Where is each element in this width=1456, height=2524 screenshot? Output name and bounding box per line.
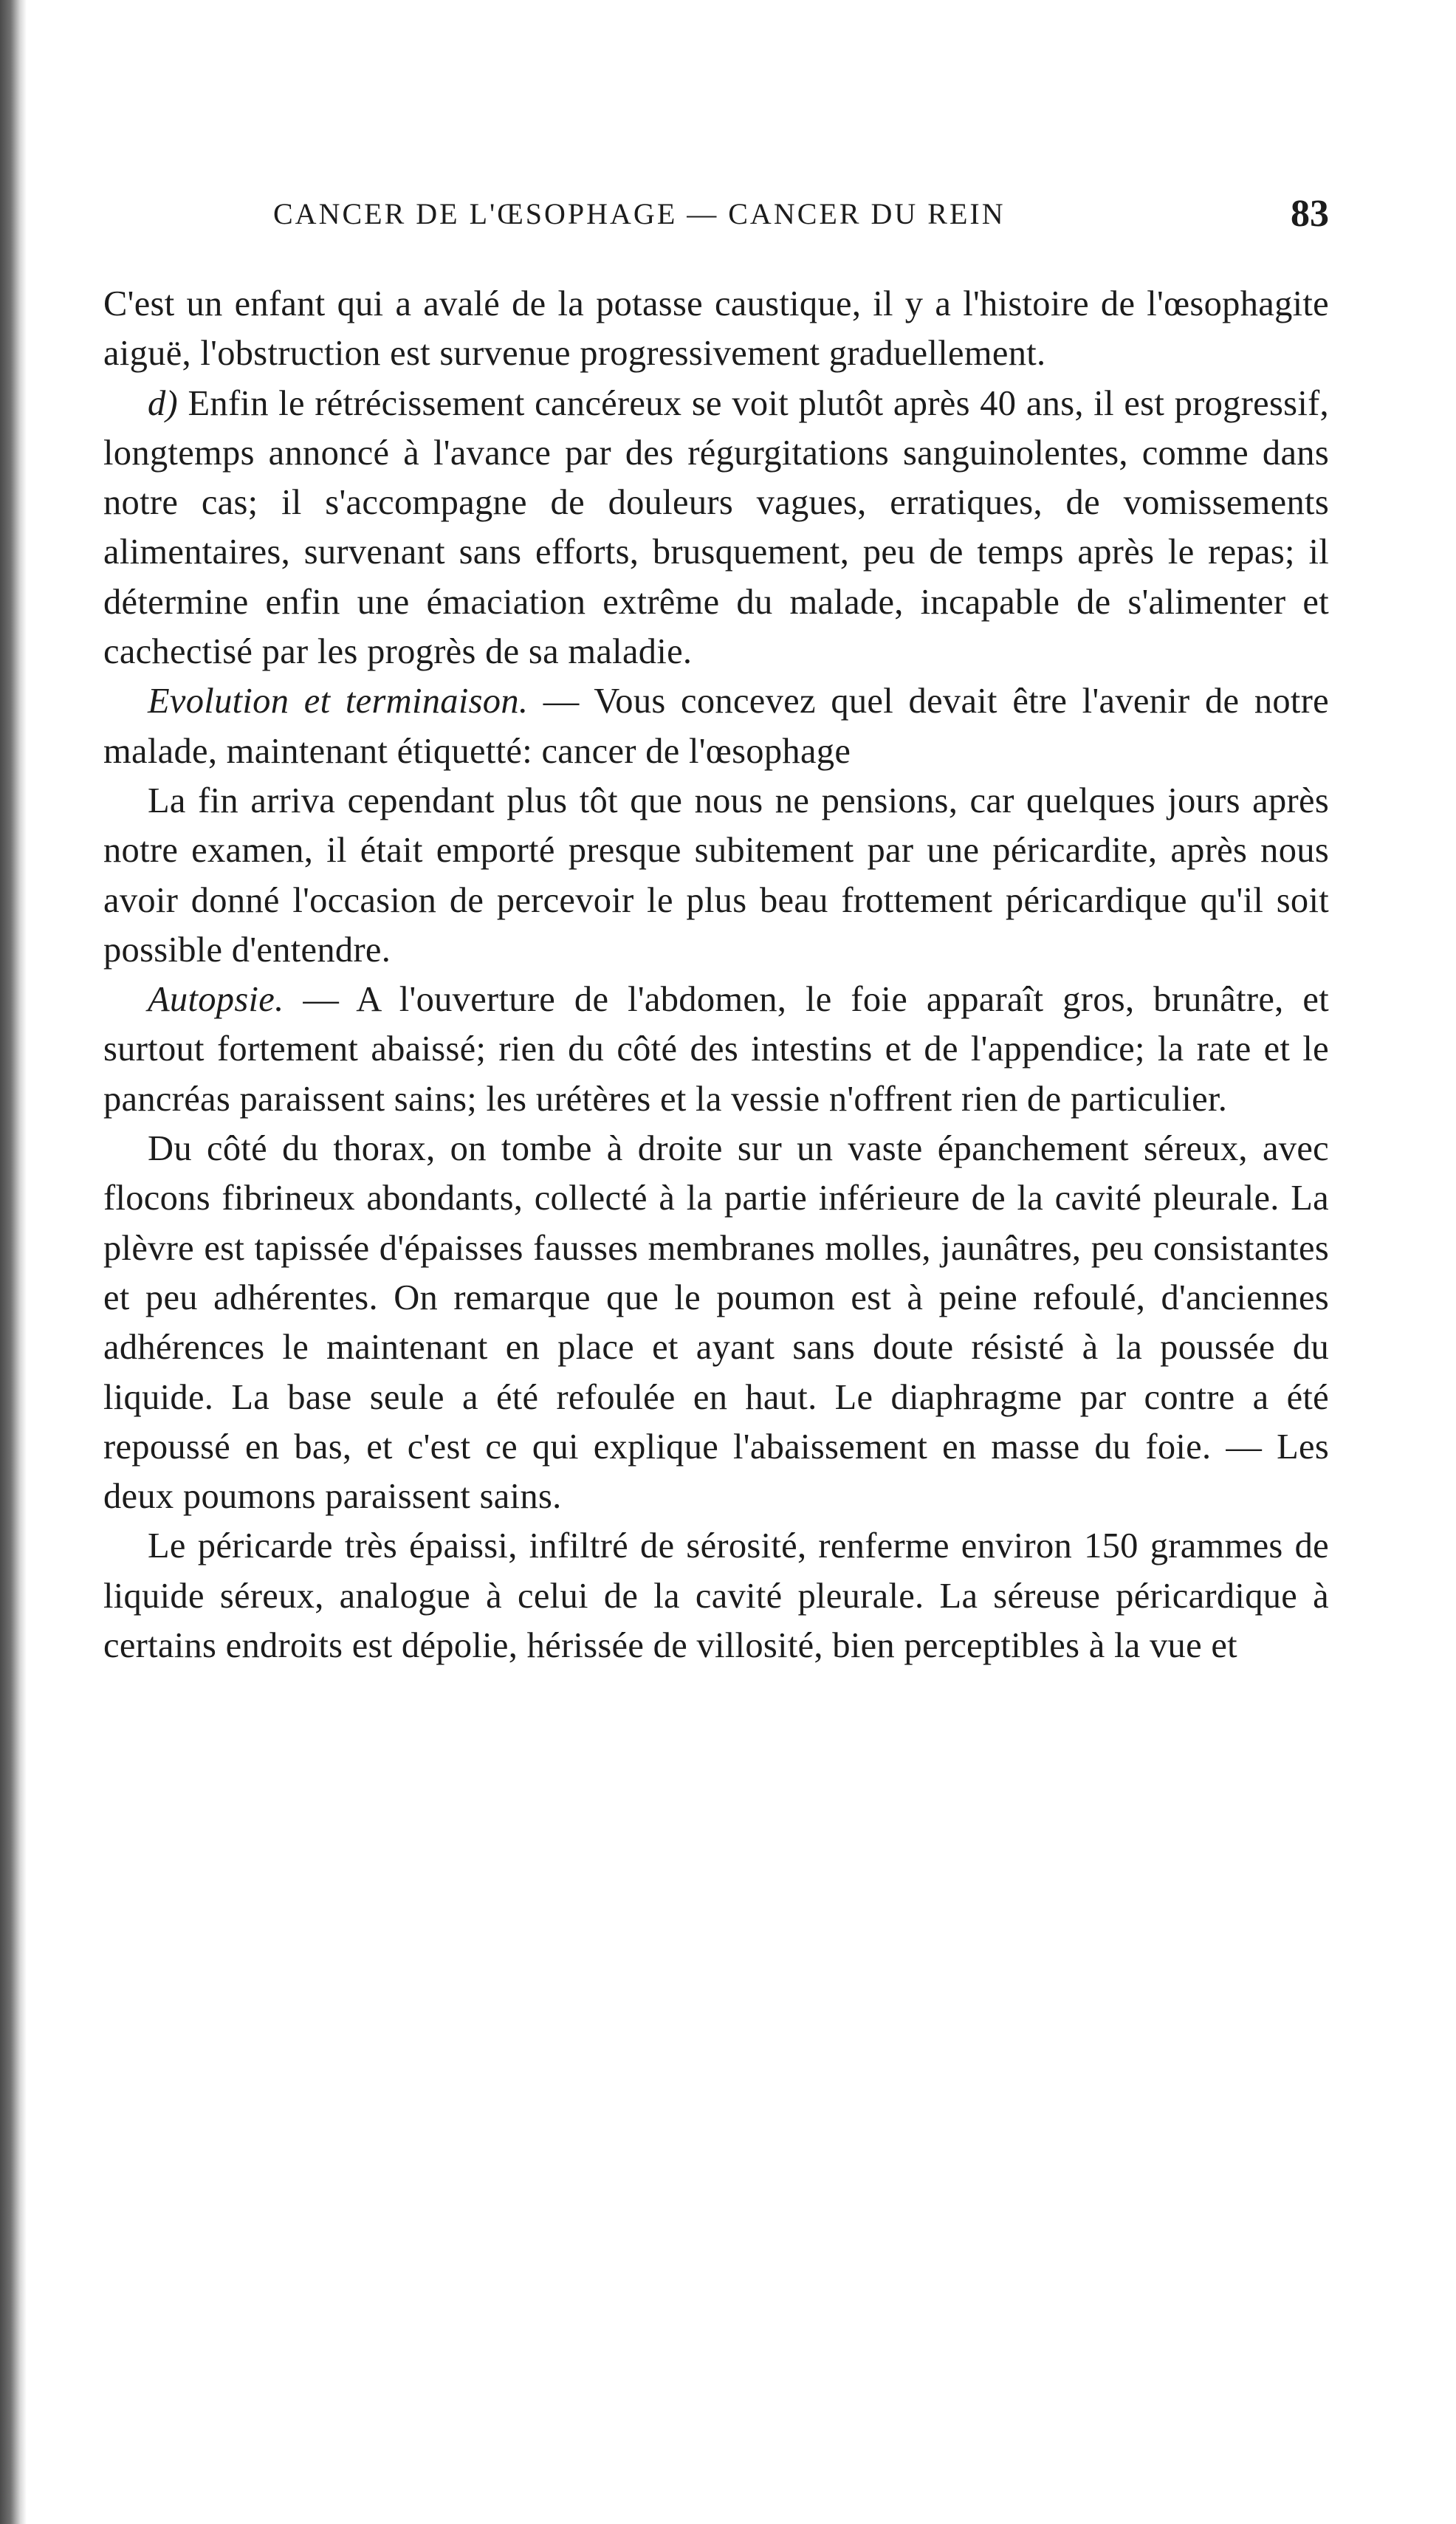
paragraph-text: — Vous concevez quel devait être l'avenir de notre malade, maintenant étiquetté: cancer de l'œsophage <box>103 682 1329 771</box>
paragraph-text: Le péricarde très épaissi, infiltré de sérosité, renferme environ 150 grammes de liquide séreux, analogue à celui de la cavité pleurale. La séreuse péricardique à certains endroits est dépolie, hérissée de villosité, bien perceptibles à la vue et <box>103 1526 1329 1666</box>
paragraph-lead: d) <box>148 383 179 423</box>
paragraph-text: Du côté du thorax, on tombe à droite sur un vaste épanchement séreux, avec flocons fibrineux abondants, collecté à la partie inférieure de la cavité pleurale. La plèvre est tapissée d'épaisses fausses membranes molles, jaunâtres, peu consistantes et peu adhérentes. On remarque que le poumon est à peine refoulé, d'anciennes adhérences le maintenant en place et ayant sans doute résisté à la poussée du liquide. La base seule a été refoulée en haut. Le diaphragme par contre a été repoussé en bas, et c'est ce qui explique l'abaissement en masse du foie. — Les deux poumons paraissent sains. <box>103 1129 1329 1517</box>
body-text <box>103 279 1329 1670</box>
paragraph-continuation <box>103 279 1329 379</box>
page-number: 83 <box>1291 193 1329 235</box>
paragraph-autopsie <box>103 975 1329 1124</box>
paragraph-thorax <box>103 1124 1329 1521</box>
paragraph-text: Enfin le rétrécissement cancéreux se voit plutôt après 40 ans, il est progressif, longtemps annoncé à l'avance par des régurgitations sanguinolentes, comme dans notre cas; il s'accompagne de douleurs vagues, erratiques, de vomissements alimentaires, survenant sans efforts, brusquement, peu de temps après le repas; il détermine enfin une émaciation extrême du malade, incapable de s'alimenter et cachectisé par les progrès de sa maladie. <box>103 383 1329 672</box>
paragraph-pericarde <box>103 1521 1329 1670</box>
section-heading-evolution: Evolution et terminaison. <box>148 682 529 721</box>
running-head <box>273 188 1329 240</box>
section-heading-autopsie: Autopsie. <box>148 980 284 1020</box>
paragraph-text: La fin arriva cependant plus tôt que nous ne pensions, car quelques jours après notre examen, il était emporté presque subitement par une péricardite, après nous avoir donné l'occasion de percevoir le plus beau frottement péricardique qu'il soit possible d'entendre. <box>103 781 1329 970</box>
paragraph-fin <box>103 776 1329 975</box>
scan-binding-edge <box>0 0 27 2524</box>
paragraph-text: C'est un enfant qui a avalé de la potasse caustique, il y a l'histoire de l'œsophagite aiguë, l'obstruction est survenue progressivement graduellement. <box>103 284 1329 374</box>
running-title: CANCER DE L'ŒSOPHAGE — CANCER DU REIN <box>273 197 1006 230</box>
paragraph-text: — A l'ouverture de l'abdomen, le foie apparaît gros, brunâtre, et surtout fortement abaissé; rien du côté des intestins et de l'appendice; la rate et le pancréas paraissent sains; les urétères et la vessie n'offrent rien de particulier. <box>103 980 1329 1119</box>
paragraph-evolution <box>103 676 1329 776</box>
paragraph-case-d <box>103 379 1329 677</box>
